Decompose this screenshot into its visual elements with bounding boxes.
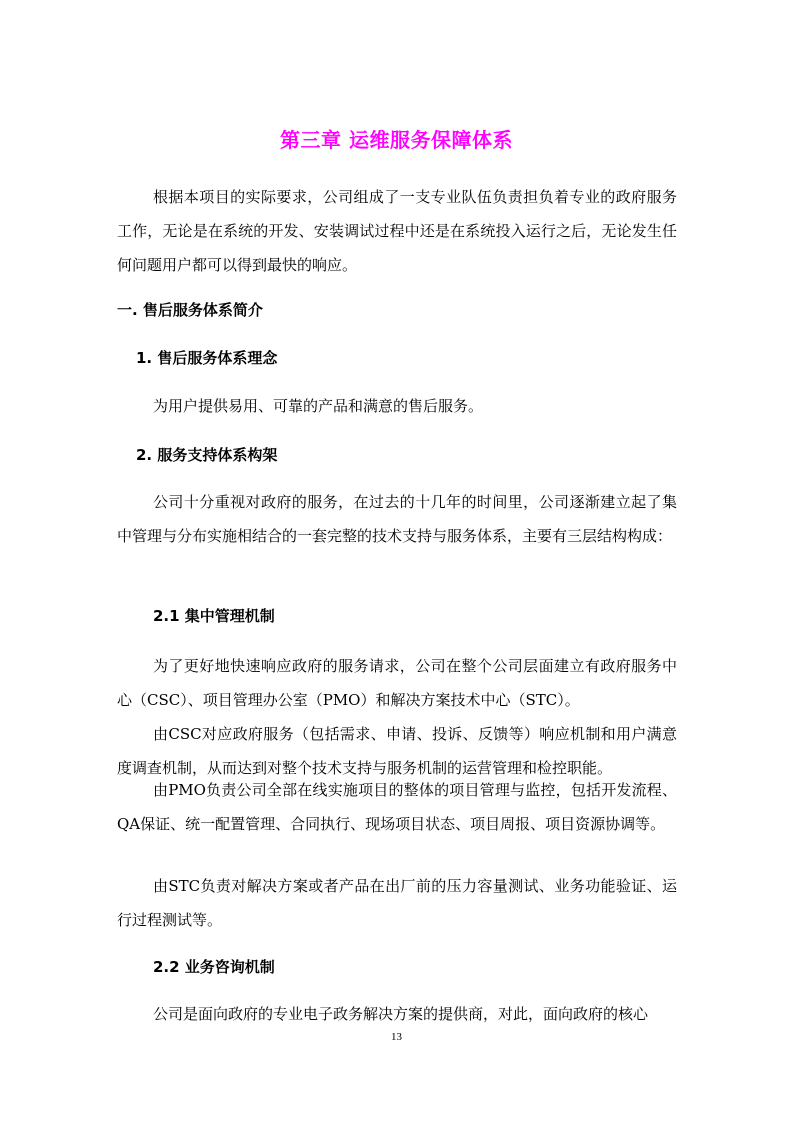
subsection-heading-2: 2. 服务支持体系构架 [136,446,278,464]
subsection-2-2-paragraph-1: 公司是面向政府的专业电子政务解决方案的提供商，对此，面向政府的核心 [153,1005,649,1023]
page-number: 13 [391,1031,402,1043]
subsection-2-1-paragraph-1: 为了更好地快速响应政府的服务请求，公司在整个公司层面建立有政府服务中心（CSC）、项目管理办公室（PMO）和解决方案技术中心（STC）。 [117,657,677,709]
subsection-2-1-paragraph-2: 由CSC对应政府服务（包括需求、申请、投诉、反馈等）响应机制和用户满意度调查机制，从而达到对整个技术支持与服务机制的运营管理和检控职能。 [117,725,677,777]
subsection-heading-2-2: 2.2 业务咨询机制 [153,958,275,976]
subsection-1-paragraph: 为用户提供易用、可靠的产品和满意的售后服务。 [153,397,484,415]
subsection-2-1-paragraph-4: 由STC负责对解决方案或者产品在出厂前的压力容量测试、业务功能验证、运行过程测试等。 [117,877,677,929]
subsection-heading-1: 1. 售后服务体系理念 [136,349,278,367]
section-heading: 一. 售后服务体系简介 [117,301,263,319]
intro-paragraph: 根据本项目的实际要求，公司组成了一支专业队伍负责担负着专业的政府服务工作，无论是在系统的开发、安装调试过程中还是在系统投入运行之后，无论发生任何问题用户都可以得到最快的响应。 [117,188,677,274]
subsection-heading-2-1: 2.1 集中管理机制 [153,607,275,625]
subsection-2-paragraph: 公司十分重视对政府的服务，在过去的十几年的时间里，公司逐渐建立起了集中管理与分布实施相结合的一套完整的技术支持与服务体系，主要有三层结构构成： [117,493,677,545]
chapter-title: 第三章 运维服务保障体系 [280,128,513,152]
subsection-2-1-paragraph-3: 由PMO负责公司全部在线实施项目的整体的项目管理与监控，包括开发流程、QA保证、统一配置管理、合同执行、现场项目状态、项目周报、项目资源协调等。 [117,781,677,833]
